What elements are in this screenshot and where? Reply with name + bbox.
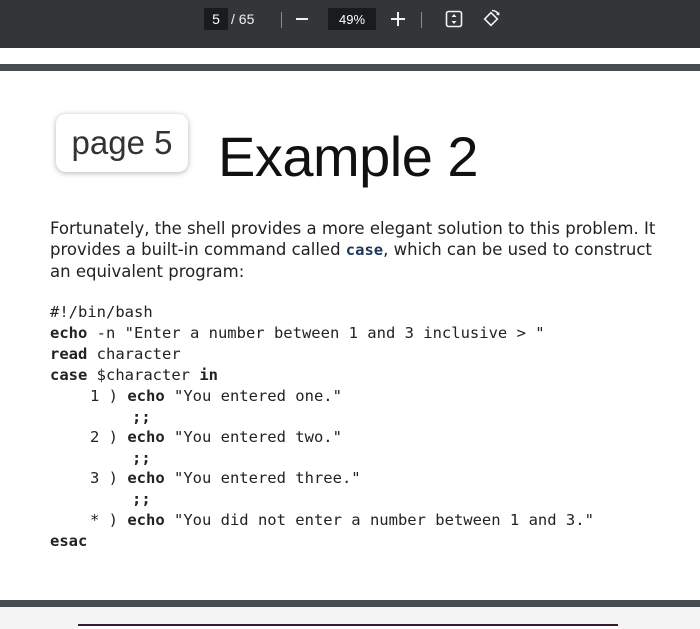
case-keyword: case (345, 241, 384, 259)
code-line (90, 511, 594, 529)
code-line (90, 428, 342, 446)
total-pages-label: / 65 (231, 11, 255, 27)
code-line (132, 408, 151, 426)
intro-paragraph (50, 218, 670, 282)
code-line (50, 532, 87, 550)
code-text: "You entered three." (164, 469, 361, 487)
code-text: 3 ) (90, 469, 128, 487)
code-text: 1 ) (90, 387, 128, 405)
code-text: #!/bin/bash (50, 303, 153, 321)
zoom-level-input[interactable]: 49% (328, 8, 376, 30)
code-keyword: in (199, 366, 218, 384)
code-text: ;; (132, 449, 151, 467)
pdf-toolbar (0, 0, 700, 48)
page-top-border (0, 64, 700, 71)
code-keyword: echo (127, 428, 165, 446)
code-text: 2 ) (90, 428, 128, 446)
code-line (50, 303, 153, 321)
toolbar-separator (281, 12, 282, 28)
code-line (90, 387, 342, 405)
rotate-icon (481, 9, 501, 29)
code-keyword: read (50, 345, 88, 363)
code-line (50, 345, 181, 363)
code-text: "You did not enter a number between 1 and 3." (164, 511, 594, 529)
paragraph-text: , which can be used to construct an equivalent program: (50, 240, 652, 281)
code-text: ;; (132, 408, 151, 426)
rotate-button[interactable] (479, 8, 503, 30)
code-text: "You entered one." (164, 387, 342, 405)
current-page-input[interactable]: 5 (204, 8, 228, 30)
next-page-preview (78, 624, 618, 629)
zoom-in-button[interactable] (386, 8, 410, 30)
code-keyword: echo (127, 387, 165, 405)
code-text: * ) (90, 511, 128, 529)
code-line (132, 449, 151, 467)
code-line (50, 324, 545, 342)
minus-icon (296, 18, 308, 20)
paragraph-text: Fortunately, the shell provides a more elegant solution to this problem. It provides a built-in command called (50, 219, 656, 259)
code-text: $character (87, 366, 200, 384)
code-keyword: esac (50, 532, 88, 550)
code-text: "You entered two." (164, 428, 342, 446)
code-text: -n "Enter a number between 1 and 3 inclusive > " (87, 324, 545, 342)
page-number-badge: page 5 (56, 114, 188, 172)
plus-icon (391, 12, 405, 26)
code-text: character (87, 345, 181, 363)
page-bottom-border (0, 600, 700, 607)
code-line (90, 469, 361, 487)
code-text: ;; (132, 490, 151, 508)
code-keyword: case (50, 366, 88, 384)
zoom-out-button[interactable] (290, 8, 314, 30)
code-line (132, 490, 151, 508)
code-keyword: echo (50, 324, 88, 342)
fit-page-icon (445, 10, 463, 28)
fit-page-button[interactable] (442, 8, 466, 30)
code-line (50, 366, 218, 384)
toolbar-separator (421, 12, 422, 28)
slide-title: Example 2 (218, 125, 479, 188)
code-keyword: echo (127, 469, 165, 487)
code-keyword: echo (127, 511, 165, 529)
